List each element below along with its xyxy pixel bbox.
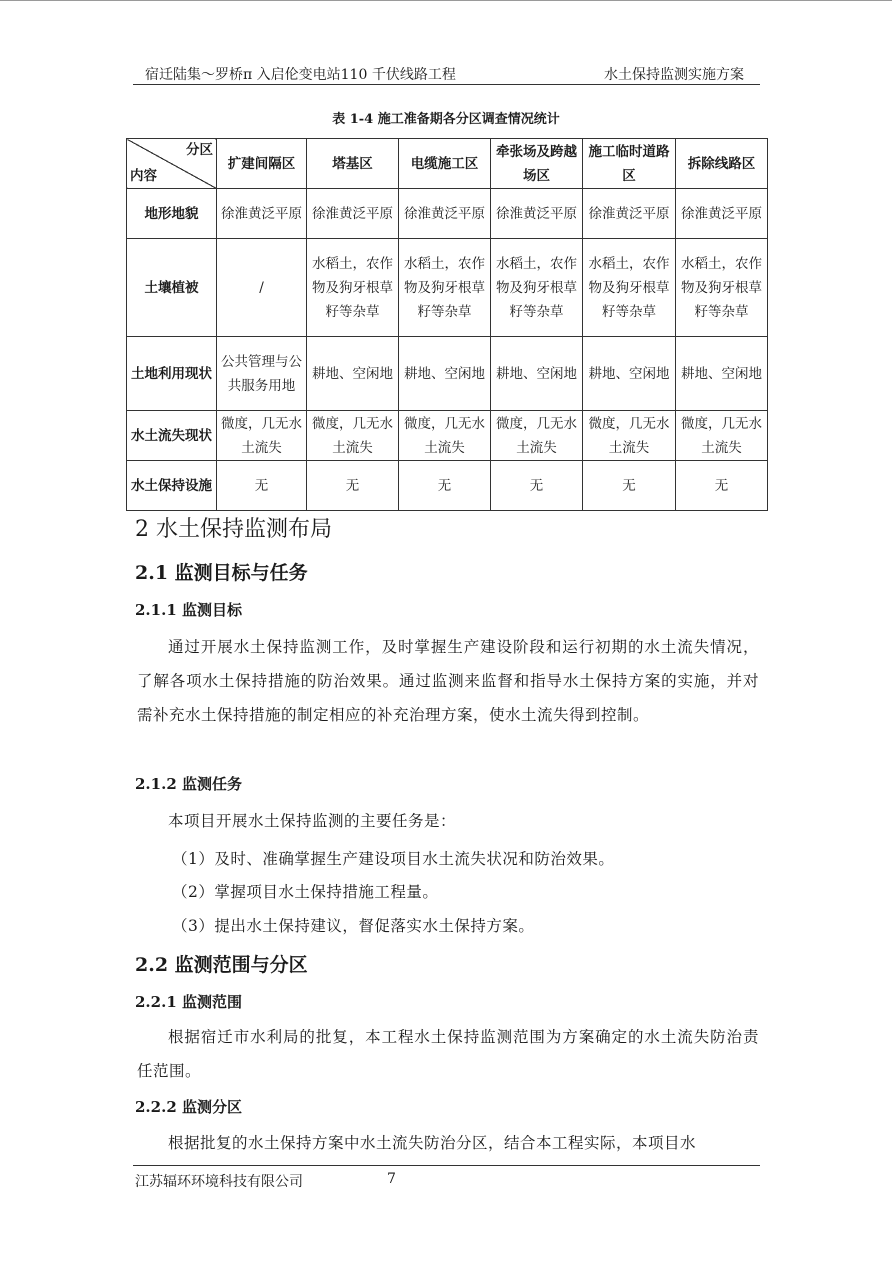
table-row — [127, 239, 768, 337]
table-cell: 无 — [491, 461, 583, 511]
table-header-row — [127, 139, 768, 189]
table-cell: 水稻土，农作物及狗牙根草籽等杂草 — [676, 239, 768, 337]
table-row — [127, 337, 768, 411]
row-header: 水土保持设施 — [127, 461, 217, 511]
table-cell: 无 — [399, 461, 491, 511]
row-header: 土地利用现状 — [127, 337, 217, 411]
column-header: 塔基区 — [307, 139, 399, 189]
list-item: （2）掌握项目水土保持措施工程量。 — [172, 883, 439, 901]
page-top-border — [0, 0, 892, 1]
table-cell: 微度，几无水土流失 — [307, 411, 399, 461]
subsection-heading: 2.1 监测目标与任务 — [135, 562, 308, 584]
table-cell: 无 — [583, 461, 676, 511]
row-header: 土壤植被 — [127, 239, 217, 337]
paragraph-task-intro: 本项目开展水土保持监测的主要任务是： — [168, 812, 457, 830]
table-cell: 徐淮黄泛平原 — [399, 189, 491, 239]
table-row — [127, 411, 768, 461]
table-cell: 耕地、空闲地 — [399, 337, 491, 411]
list-item: （3）提出水土保持建议，督促落实水土保持方案。 — [172, 917, 535, 935]
paragraph-monitoring-scope: 根据宿迁市水利局的批复，本工程水土保持监测范围为方案确定的水土流失防治责任范围。 — [137, 1028, 759, 1080]
subsubsection-heading: 2.1.2 监测任务 — [135, 775, 242, 793]
table-cell: 无 — [217, 461, 307, 511]
table-cell: 徐淮黄泛平原 — [217, 189, 307, 239]
header-document-title: 水土保持监测实施方案 — [604, 67, 744, 83]
table-cell: 水稻土，农作物及狗牙根草籽等杂草 — [399, 239, 491, 337]
table-cell: 耕地、空闲地 — [307, 337, 399, 411]
table-corner-cell — [127, 139, 217, 189]
table-cell: 微度，几无水土流失 — [583, 411, 676, 461]
table-cell: 徐淮黄泛平原 — [491, 189, 583, 239]
table-cell: 耕地、空闲地 — [583, 337, 676, 411]
table-cell: 徐淮黄泛平原 — [583, 189, 676, 239]
row-header: 地形地貌 — [127, 189, 217, 239]
header-rule — [133, 84, 760, 85]
table-cell: 微度，几无水土流失 — [491, 411, 583, 461]
paragraph-monitoring-zones: 根据批复的水土保持方案中水土流失防治分区，结合本工程实际，本项目水 — [168, 1134, 697, 1152]
table-cell: 徐淮黄泛平原 — [307, 189, 399, 239]
table-caption: 表 1-4 施工准备期各分区调查情况统计 — [332, 112, 560, 127]
table-cell: 水稻土，农作物及狗牙根草籽等杂草 — [307, 239, 399, 337]
table-cell: 微度，几无水土流失 — [399, 411, 491, 461]
list-item: （1）及时、准确掌握生产建设项目水土流失状况和防治效果。 — [172, 850, 615, 868]
table-cell: 公共管理与公共服务用地 — [217, 337, 307, 411]
subsubsection-heading: 2.2.1 监测范围 — [135, 993, 242, 1011]
footer-company: 江苏辐环环境科技有限公司 — [135, 1174, 303, 1190]
paragraph-monitoring-goal: 通过开展水土保持监测工作，及时掌握生产建设阶段和运行初期的水土流失情况，了解各项水土保持措施的防治效果。通过监测来监督和指导水土保持方案的实施，并对需补充水土保持措施的制定相应的补充治理方案，使水土流失得到控制。 — [137, 638, 759, 724]
page-header — [133, 62, 760, 84]
table-cell: 耕地、空闲地 — [676, 337, 768, 411]
table-cell: / — [217, 239, 307, 337]
table-cell: 水稻土，农作物及狗牙根草籽等杂草 — [583, 239, 676, 337]
corner-label-content: 内容 — [130, 168, 157, 184]
table-cell: 水稻土，农作物及狗牙根草籽等杂草 — [491, 239, 583, 337]
table-row — [127, 189, 768, 239]
column-header: 扩建间隔区 — [217, 139, 307, 189]
row-header: 水土流失现状 — [127, 411, 217, 461]
table-cell: 无 — [307, 461, 399, 511]
column-header: 电缆施工区 — [399, 139, 491, 189]
footer-rule — [133, 1165, 760, 1166]
page-number: 7 — [387, 1171, 396, 1187]
subsection-heading: 2.2 监测范围与分区 — [135, 954, 308, 976]
subsubsection-heading: 2.2.2 监测分区 — [135, 1098, 242, 1116]
header-project-title: 宿迁陆集～罗桥π 入启伦变电站110 千伏线路工程 — [145, 67, 456, 83]
column-header: 牵张场及跨越场区 — [491, 139, 583, 189]
column-header: 拆除线路区 — [676, 139, 768, 189]
corner-label-zone: 分区 — [186, 142, 213, 158]
table-cell: 无 — [676, 461, 768, 511]
column-header: 施工临时道路区 — [583, 139, 676, 189]
table-cell: 微度，几无水土流失 — [217, 411, 307, 461]
subsubsection-heading: 2.1.1 监测目标 — [135, 601, 242, 619]
survey-table — [126, 138, 768, 511]
section-heading: 2 水土保持监测布局 — [135, 517, 332, 542]
table-cell: 耕地、空闲地 — [491, 337, 583, 411]
table-row — [127, 461, 768, 511]
table-cell: 微度，几无水土流失 — [676, 411, 768, 461]
table-cell: 徐淮黄泛平原 — [676, 189, 768, 239]
